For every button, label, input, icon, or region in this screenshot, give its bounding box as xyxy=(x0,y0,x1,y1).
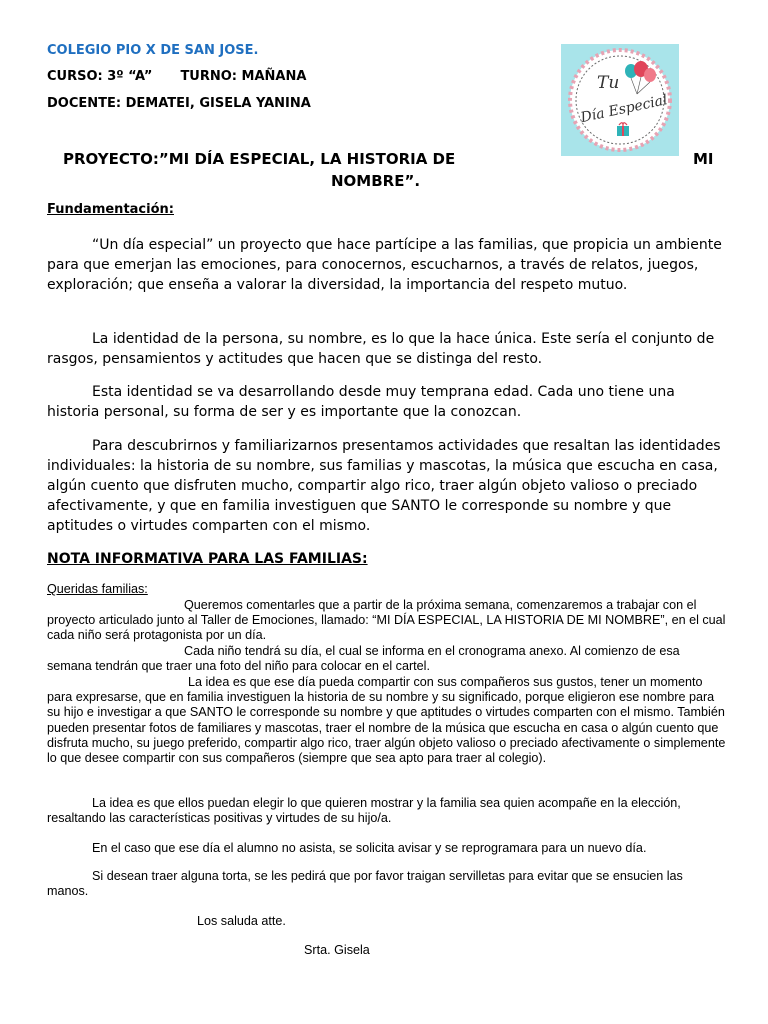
closing-text: Los saluda atte. xyxy=(197,914,286,928)
logo-text-tu: Tu xyxy=(597,73,620,93)
school-name: COLEGIO PIO X DE SAN JOSE. xyxy=(47,43,259,58)
shift-label: TURNO: MAÑANA xyxy=(180,69,307,84)
course-shift-line xyxy=(47,69,306,84)
balloon-icon xyxy=(644,68,656,82)
fundamentacion-paragraph-2: La identidad de la persona, su nombre, es lo que la hace única. Este sería el conjunto de rasgos, pensamientos y actitudes que hacen que se distinga del resto. xyxy=(47,331,715,367)
logo-text-dia-especial: Día Especial xyxy=(579,92,669,127)
logo-graphic xyxy=(561,44,679,156)
signature: Srta. Gisela xyxy=(304,943,370,957)
title-part-2: MI xyxy=(693,150,714,168)
fundamentacion-paragraph-4: Para descubrirnos y familiarizarnos presentamos actividades que resaltan las identidades individuales: la historia de su nombre, sus familias y mascotas, la música que escucha en casa, algún cuento que disfruten mucho, compartir algo rico, traer algún objeto valioso o preciado afectivamente, y que en familia investiguen que SANTO le corresponde su nombre y que aptitudes o virtudes comparten con el mismo. xyxy=(47,438,721,534)
fundamentacion-paragraph-1: “Un día especial” un proyecto que hace partícipe a las familias, que propicia un ambiente para que emerjan las emociones, para conocernos, escucharnos, a través de relatos, juegos, exploración; que enseña a valorar la diversidad, la importancia del respeto mutuo. xyxy=(47,237,722,293)
teacher-name: DOCENTE: DEMATEI, GISELA YANINA xyxy=(47,96,311,111)
nota-heading: NOTA INFORMATIVA PARA LAS FAMILIAS: xyxy=(47,551,368,567)
course-label: CURSO: 3º “A” xyxy=(47,69,153,84)
nota-paragraph-5: En el caso que ese día el alumno no asista, se solicita avisar y se reprogramara para un nuevo día. xyxy=(92,841,647,855)
nota-paragraph-2: Cada niño tendrá su día, el cual se informa en el cronograma anexo. Al comienzo de esa semana tendrán que traer una foto del niño para colocar en el cartel. xyxy=(47,644,680,674)
nota-paragraph-3: La idea es que ese día pueda compartir con sus compañeros sus gustos, tener un momento para expresarse, que en familia investiguen la historia de su nombre y su significado, porque eligieron ese nombre para su hijo e investigar a que SANTO le corresponde su nombre y que aptitudes o virtudes comparten con el mismo. También pueden presentar fotos de familiares y mascotas, traer el nombre de la música que escucha en casa o algún cuento que disfruta mucho, su juego preferido, compartir algo rico, traer algún objeto valioso o preciado afectivamente o simplemente lo que desee compartir con sus compañeros (siempre que sea apto para traer al colegio). xyxy=(47,675,726,766)
fundamentacion-heading: Fundamentación: xyxy=(47,202,174,217)
nota-greeting: Queridas familias: xyxy=(47,582,148,596)
nota-paragraph-6: Si desean traer alguna torta, se les pedirá que por favor traigan servilletas para evitar que se ensucien las manos. xyxy=(47,869,683,899)
nota-paragraph-4: La idea es que ellos puedan elegir lo que quieren mostrar y la familia sea quien acompañe en la elección, resaltando las características positivas y virtudes de su hijo/a. xyxy=(47,796,681,826)
nota-paragraph-1: Queremos comentarles que a partir de la próxima semana, comenzaremos a trabajar con el proyecto articulado junto al Taller de Emociones, llamado: “MI DÍA ESPECIAL, LA HISTORIA DE MI NOMBRE”, en el cual cada niño será protagonista por un día. xyxy=(47,598,726,643)
fundamentacion-paragraph-3: Esta identidad se va desarrollando desde muy temprana edad. Cada uno tiene una historia personal, su forma de ser y es importante que la conozcan. xyxy=(47,384,675,420)
title-part-3: NOMBRE”. xyxy=(331,172,421,190)
title-part-1: PROYECTO:”MI DÍA ESPECIAL, LA HISTORIA DE xyxy=(63,150,456,168)
project-logo xyxy=(561,44,679,156)
